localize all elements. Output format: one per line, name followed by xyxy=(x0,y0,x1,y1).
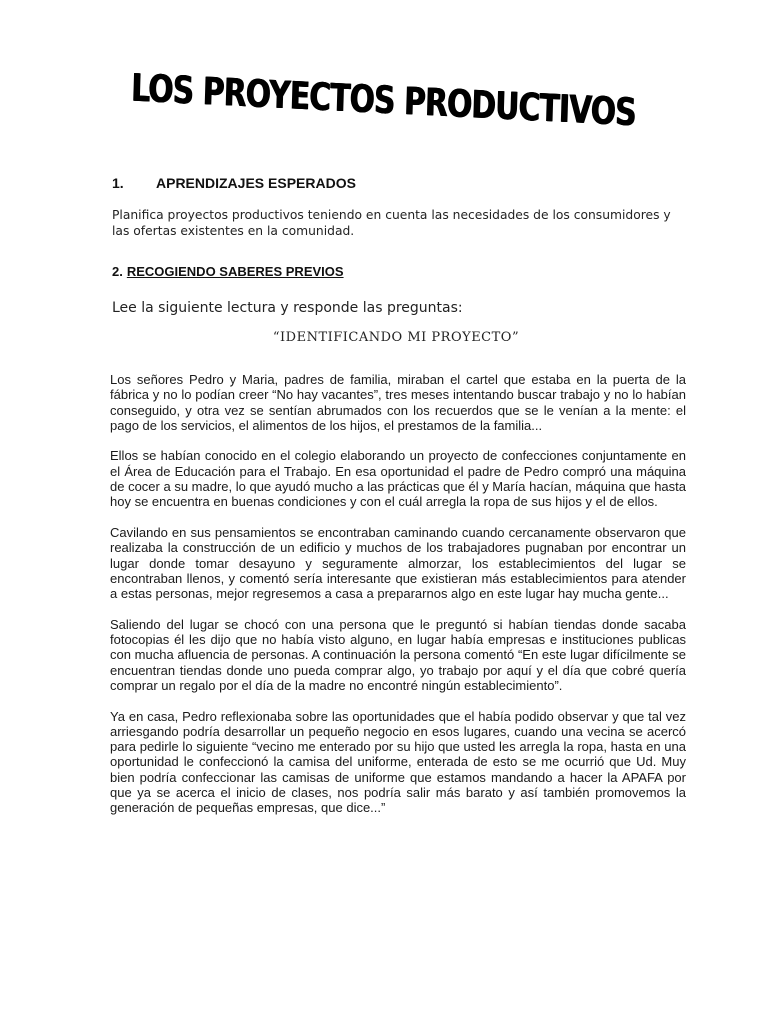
document-title: LOS PROYECTOS PRODUCTIVOS xyxy=(131,65,637,135)
section1-heading-label: APRENDIZAJES ESPERADOS xyxy=(156,175,356,191)
section1-number: 1. xyxy=(112,175,124,191)
reading-instruction: Lee la siguiente lectura y responde las preguntas: xyxy=(112,300,463,316)
title-container xyxy=(0,65,768,135)
story-body xyxy=(110,372,686,831)
story-title: “IDENTIFICANDO MI PROYECTO” xyxy=(272,330,520,345)
story-paragraph: Saliendo del lugar se chocó con una persona que le preguntó si habían tiendas donde sacaba fotocopias él les dijo que no había visto alguno, en lugar había empresas e instituciones publicas con mucha afluencia de personas. A continuación la persona comentó “En este lugar difícilmente se encuentran tiendas donde uno pueda comprar algo, yo trabajo por aquí y el día que cobré quería comprar un regalo por el día de la madre no encontré ningún establecimiento”. xyxy=(110,616,686,693)
section2-number: 2. xyxy=(112,264,123,279)
story-paragraph: Cavilando en sus pensamientos se encontraban caminando cuando cercanamente observaron que realizaba la construcción de un edificio y muchos de los trabajadores pugnaban por encontrar un lugar donde tomar desayuno y seguramente almorzar, los establecimientos del lugar se encontraban llenos, y comentó sería interesante que existieran más establecimientos para atender a estas personas, mejor regresemos a casa a prepararnos algo en este lugar hay mucha gente... xyxy=(110,524,686,602)
section1-text: Planifica proyectos productivos teniendo en cuenta las necesidades de los consumidores y las ofertas existentes en la comunidad. xyxy=(112,208,671,238)
story-paragraph: Los señores Pedro y Maria, padres de familia, miraban el cartel que estaba en la puerta de la fábrica y no lo podían creer “No hay vacantes”, tres meses intentando buscar trabajo y no lo habían conseguido, y otra vez se sentían abrumados con los recuerdos que se le venían a la mente: el pago de los servicios, el alimentos de los hijos, el prestamos de la familia... xyxy=(110,372,686,433)
section2-heading xyxy=(112,264,344,279)
story-paragraph: Ya en casa, Pedro reflexionaba sobre las oportunidades que el había podido observar y que tal vez arriesgando podría desarrollar un pequeño negocio en esos lugares, cuando una vecina se acercó para pedirle lo siguiente “vecino me enterado por su hijo que usted les arregla la ropa, hasta en una oportunidad le confeccionó la camisa del uniforme, enterada de esto se me ocurrió que Ud. Muy bien podría confeccionar las camisas de uniforme que estamos mandando a hacer la APAFA por que ya se acerca el inicio de clases, nos podría salir más barato y así también promovemos la generación de pequeñas empresas, que dice...” xyxy=(110,708,686,816)
section2-heading-label: RECOGIENDO SABERES PREVIOS xyxy=(126,264,344,279)
story-paragraph: Ellos se habían conocido en el colegio elaborando un proyecto de confecciones conjuntamente en el Área de Educación para el Trabajo. En esa oportunidad el padre de Pedro compró una máquina de cocer a su madre, lo que ayudó mucho a las prácticas que él y María hacían, máquina que hasta hoy se encuentra en buenas condiciones y con el cuál arregla la ropa de sus hijos y el de ellos. xyxy=(110,448,686,510)
section1-heading xyxy=(112,175,356,191)
